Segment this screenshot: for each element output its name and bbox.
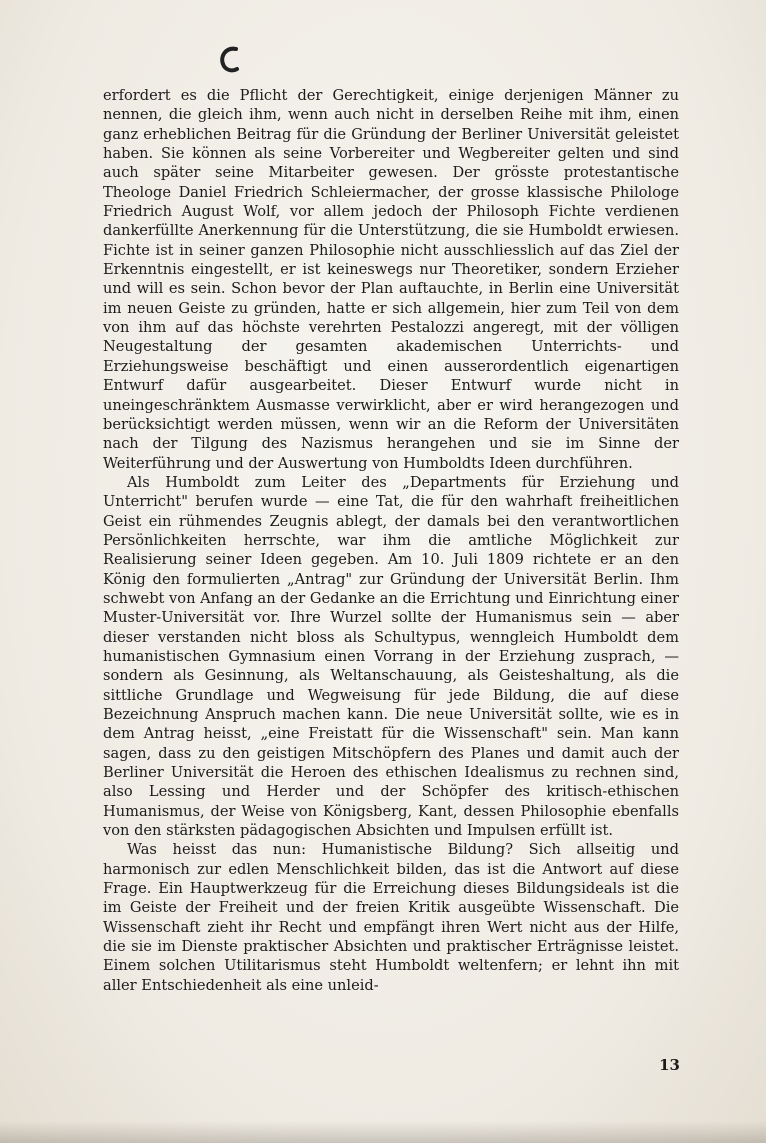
paragraph-1: erfordert es die Pflicht der Gerechtigkeit, einige derjenigen Männer zu nennen, die gleich ihm, wenn auch nicht in derselben Reihe mit ihm, einen ganz erheblichen Beitrag für die Gründung der Berliner Universität geleistet haben. Sie können als seine Vorbereiter und Wegbereiter gelten und sind auch später seine Mitarbeiter gewesen. Der grösste protestantische Theologe Daniel Friedrich Schleiermacher, der grosse klassische Philologe Friedrich August Wolf, vor allem jedoch der Philosoph Fichte verdienen dankerfüllte Anerkennung für die Unterstützung, die sie Humboldt erwiesen. Fichte ist in seiner ganzen Philosophie nicht ausschliesslich auf das Ziel der Erkenntnis eingestellt, er ist keineswegs nur Theoretiker, sondern Erzieher und will es sein. Schon bevor der Plan auftauchte, in Berlin eine Universität im neuen Geiste zu gründen, hatte er sich allgemein, hier zum Teil von dem von ihm auf das höchste verehrten Pestalozzi angeregt, mit der völligen Neugestaltung der gesamten akademischen Unterrichts- und Erziehungsweise beschäftigt und einen ausserordentlich eigenartigen Entwurf dafür ausgearbeitet. Dieser Entwurf wurde nicht in uneingeschränktem Ausmasse verwirklicht, aber er wird herangezogen und berücksichtigt werden müssen, wenn wir an die Reform der Universitäten nach der Tilgung des Nazismus herangehen und sie im Sinne der Weiterführung und der Auswertung von Humboldts Ideen durchführen. <box>103 87 679 472</box>
paragraph-2: Als Humboldt zum Leiter des „Departments für Erziehung und Unterricht" berufen wurde — eine Tat, die für den wahrhaft freiheitlichen Geist ein rühmendes Zeugnis ablegt, der damals bei den verantwortlichen Persönlichkeiten herrschte, war ihm die amtliche Möglichkeit zur Realisierung seiner Ideen gegeben. Am 10. Juli 1809 richtete er an den König den formulierten „Antrag" zur Gründung der Universität Berlin. Ihm schwebt von Anfang an der Gedanke an die Errichtung und Einrichtung einer Muster-Universität vor. Ihre Wurzel sollte der Humanismus sein — aber dieser verstanden nicht bloss als Schultypus, wenngleich Humboldt dem humanistischen Gymnasium einen Vorrang in der Erziehung zusprach, — sondern als Gesinnung, als Weltanschauung, als Geisteshaltung, als die sittliche Grundlage und Wegweisung für jede Bildung, die auf diese Bezeichnung Anspruch machen kann. Die neue Universität sollte, wie es in dem Antrag heisst, „eine Freistatt für die Wissenschaft" sein. Man kann sagen, dass zu den geistigen Mitschöpfern des Planes und damit auch der Berliner Universität die Heroen des ethischen Idealismus zu rechnen sind, also Lessing und Herder und der Schöpfer des kritisch-ethischen Humanismus, der Weise von Königsberg, Kant, dessen Philosophie ebenfalls von den stärksten pädagogischen Absichten und Impulsen erfüllt ist. <box>103 473 679 840</box>
ink-mark-icon <box>218 44 242 76</box>
scan-edge-shadow <box>0 1121 766 1143</box>
paragraph-3: Was heisst das nun: Humanistische Bildung? Sich allseitig und harmonisch zur edlen Menschlichkeit bilden, das ist die Antwort auf diese Frage. Ein Hauptwerkzeug für die Erreichung dieses Bildungsideals ist die im Geiste der Freiheit und der freien Kritik ausgeübte Wissenschaft. Die Wissenschaft zieht ihr Recht und empfängt ihren Wert nicht aus der Hilfe, die sie im Dienste praktischer Absichten und praktischer Erträgnisse leistet. Einem solchen Utilitarismus steht Humboldt weltenfern; er lehnt ihn mit aller Entschiedenheit als eine unleid- <box>103 841 679 994</box>
body-text <box>103 86 679 995</box>
page-number: 13 <box>659 1056 680 1074</box>
